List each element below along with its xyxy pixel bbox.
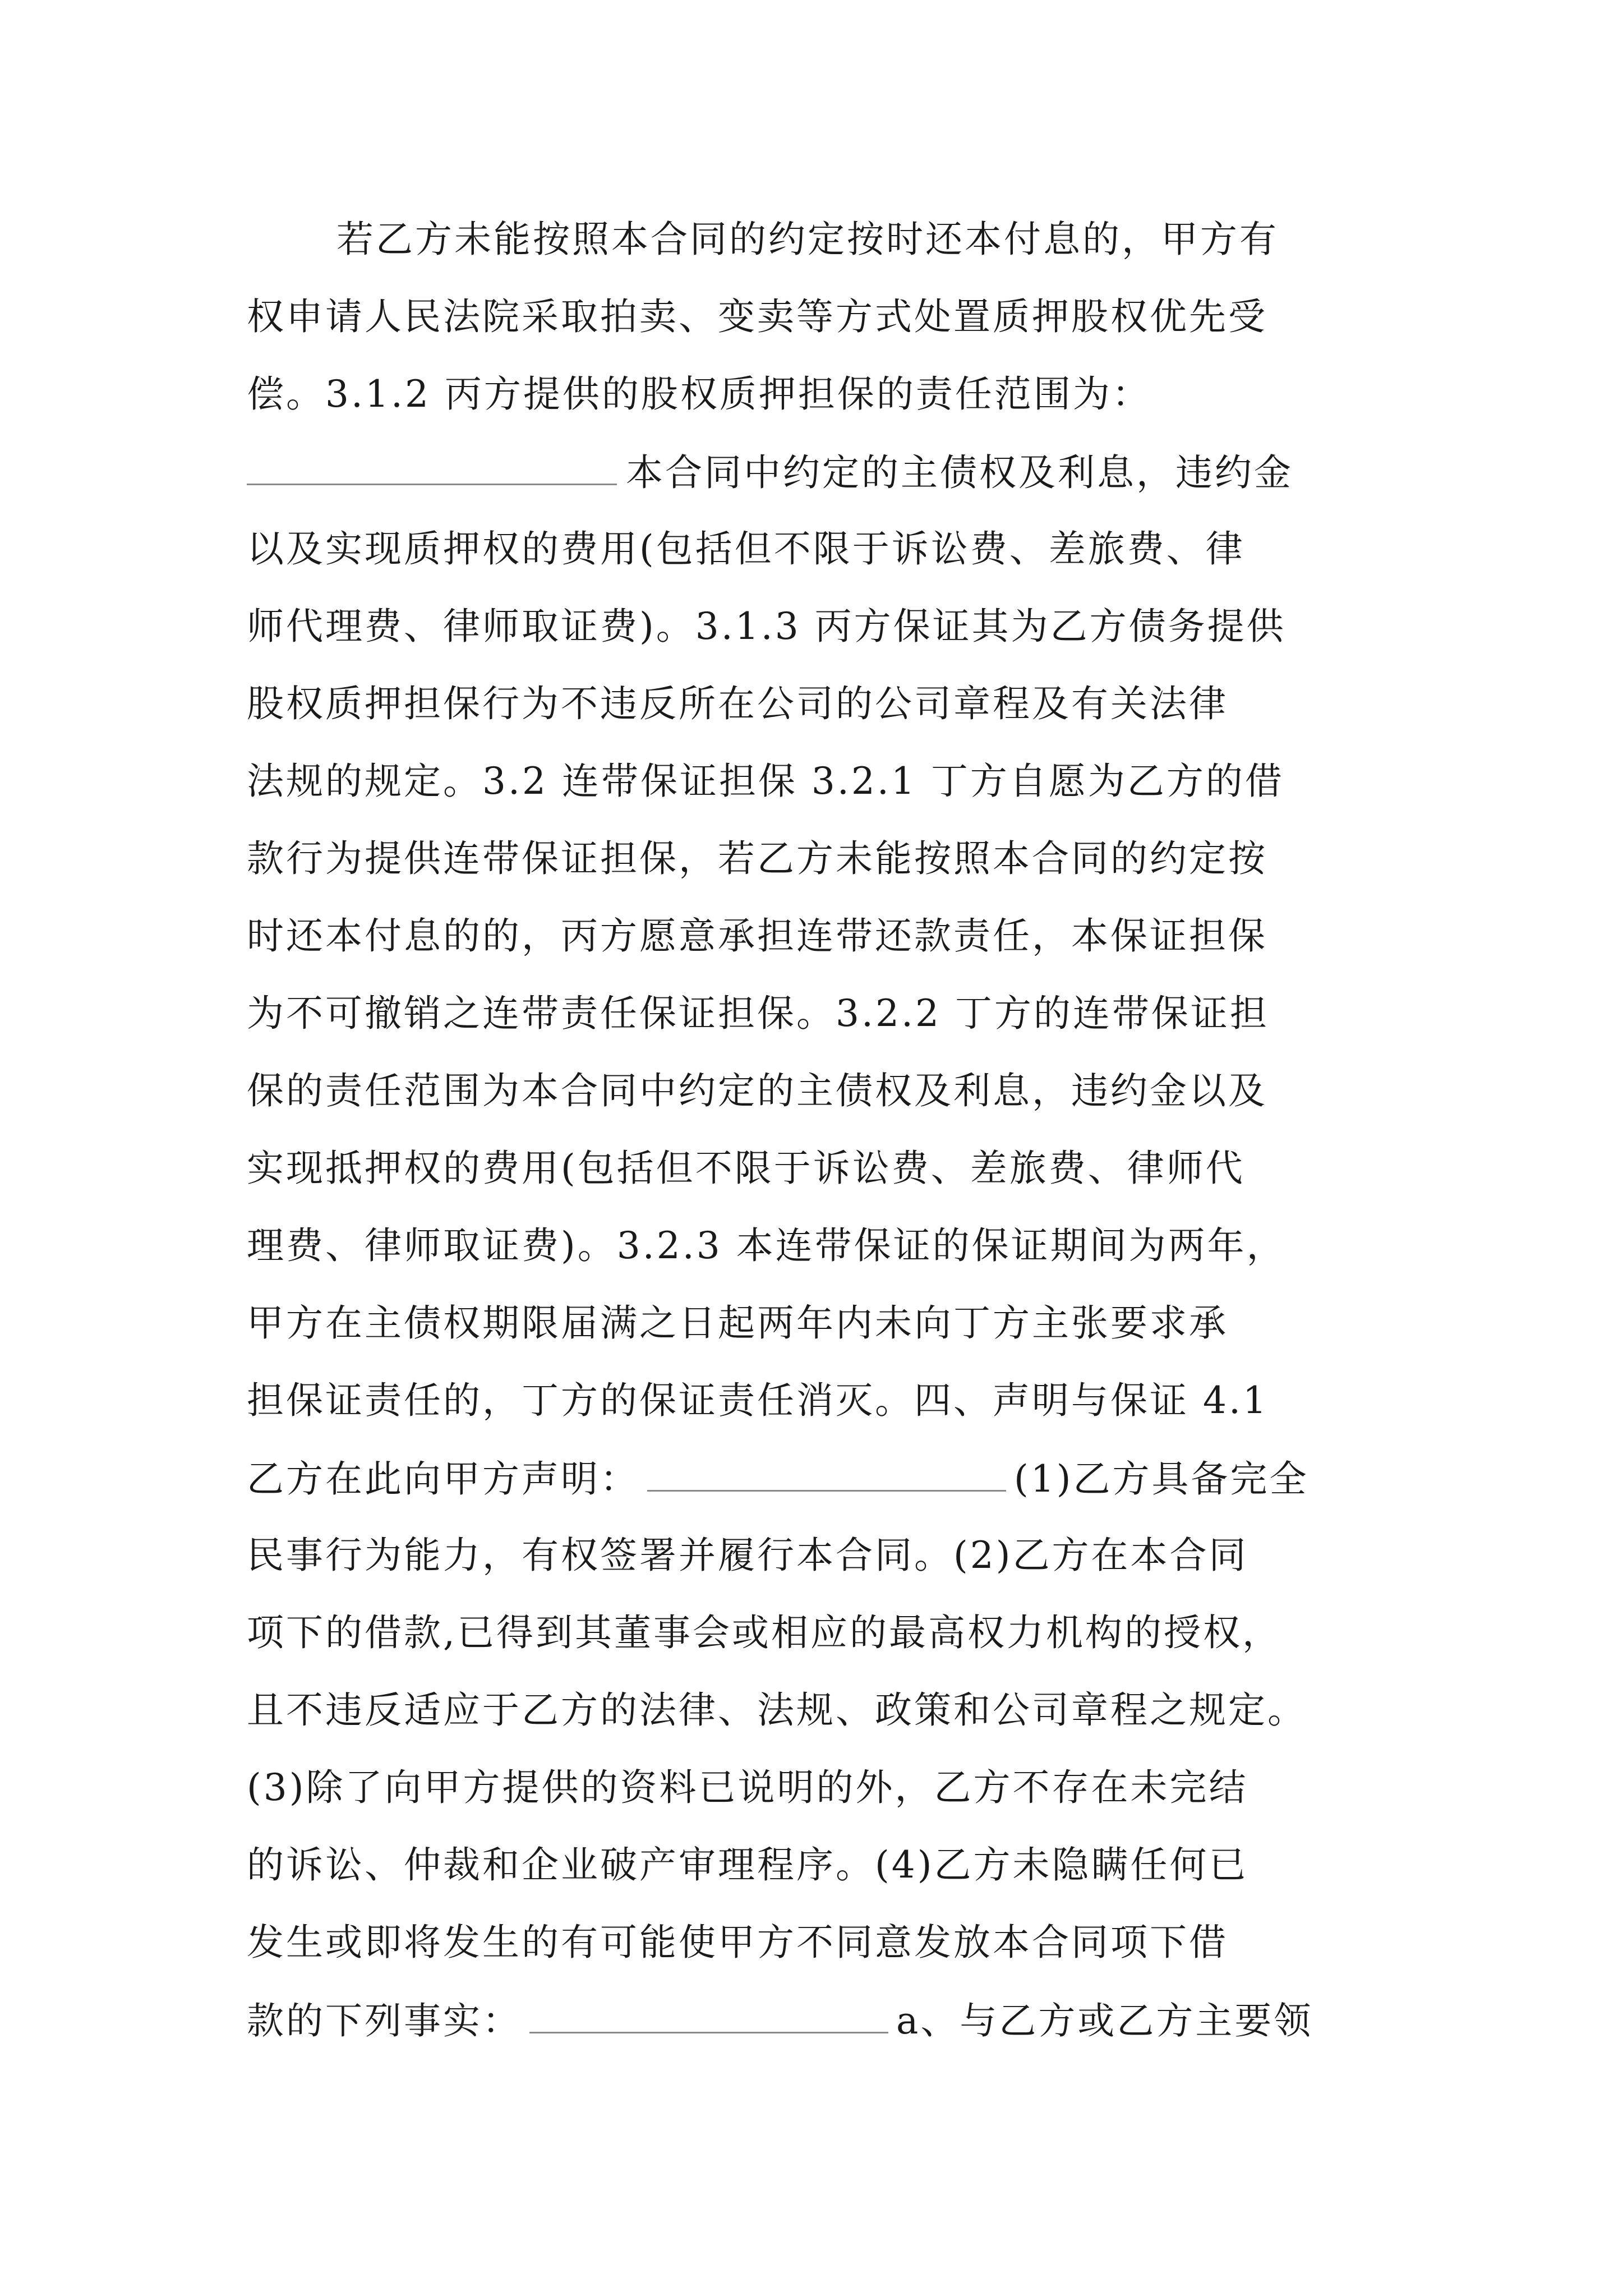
text-line: 偿。3.1.2 丙方提供的股权质押担保的责任范围为： [247,372,1151,416]
text-line: 且不违反适应于乙方的法律、法规、政策和公司章程之规定。 [247,1688,1307,1732]
text-line: 法规的规定。3.2 连带保证担保 3.2.1 丁方自愿为乙方的借 [247,760,1284,803]
fill-in-blank[interactable] [529,1989,888,2033]
text-line: 的诉讼、仲裁和企业破产审理程序。(4)乙方未隐瞒任何已 [247,1843,1248,1887]
text-line: 为不可撤销之连带责任保证担保。3.2.2 丁方的连带保证担 [247,992,1269,1035]
text-line: 保的责任范围为本合同中约定的主债权及利息，违约金以及 [247,1069,1267,1112]
text-line: 若乙方未能按照本合同的约定按时还本付息的，甲方有 [336,218,1279,261]
text-line [247,1447,1309,1509]
text-line: 甲方在主债权期限届满之日起两年内未向丁方主张要求承 [247,1301,1228,1345]
text-line [247,1989,1313,2051]
text-line: 款行为提供连带保证担保，若乙方未能按照本合同的约定按 [247,837,1267,880]
text-line: 时还本付息的的，丙方愿意承担连带还款责任，本保证担保 [247,914,1267,958]
text-segment: 款的下列事实： [247,1999,522,2042]
text-segment: 本合同中约定的主债权及利息，违约金 [626,451,1293,494]
text-line: 股权质押担保行为不违反所在公司的公司章程及有关法律 [247,682,1228,725]
text-line: 师代理费、律师取证费)。3.1.3 丙方保证其为乙方债务提供 [247,605,1286,648]
text-line: 以及实现质押权的费用(包括但不限于诉讼费、差旅费、律 [247,527,1245,570]
text-line: 项下的借款,已得到其董事会或相应的最高权力机构的授权， [247,1611,1281,1654]
fill-in-blank[interactable] [647,1447,1006,1492]
text-segment: (1)乙方具备完全 [1014,1457,1309,1501]
text-line: 实现抵押权的费用(包括但不限于诉讼费、差旅费、律师代 [247,1147,1245,1190]
text-line: 民事行为能力，有权签署并履行本合同。(2)乙方在本合同 [247,1534,1248,1577]
text-line: 发生或即将发生的有可能使甲方不同意发放本合同项下借 [247,1921,1228,1964]
text-segment: 乙方在此向甲方声明： [247,1457,639,1501]
text-line [247,441,1293,503]
text-line: 理费、律师取证费)。3.2.3 本连带保证的保证期间为两年， [247,1224,1286,1267]
fill-in-blank[interactable] [247,441,617,485]
text-line: 权申请人民法院采取拍卖、变卖等方式处置质押股权优先受 [247,295,1267,338]
text-line: (3)除了向甲方提供的资料已说明的外，乙方不存在未完结 [247,1766,1248,1809]
text-segment: a、与乙方或乙方主要领 [896,1999,1313,2042]
text-line: 担保证责任的，丁方的保证责任消灭。四、声明与保证 4.1 [247,1379,1269,1422]
